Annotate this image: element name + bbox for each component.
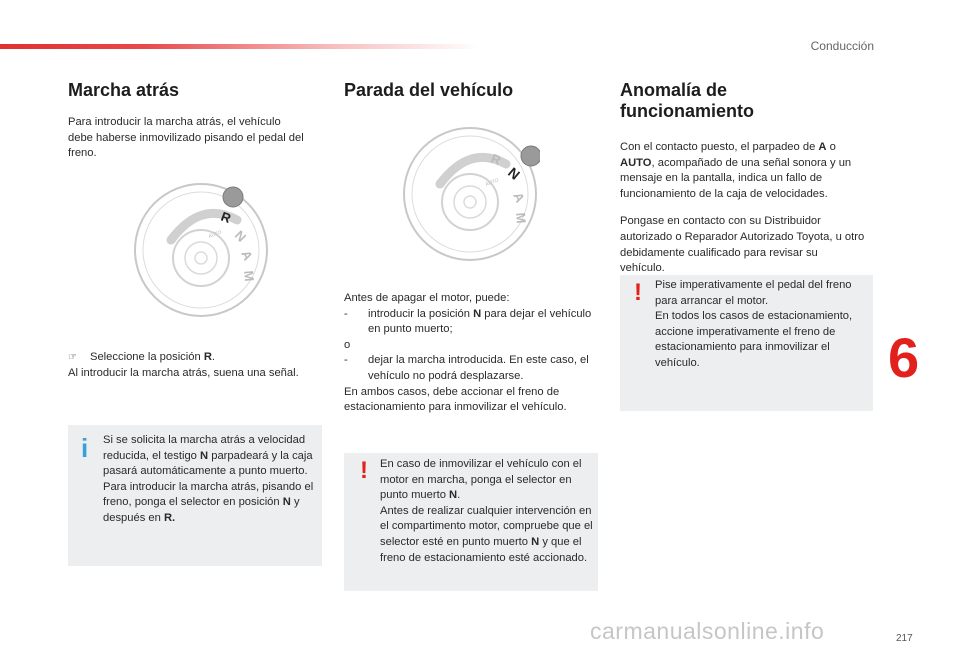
reverse-gear-step: ☞ Seleccione la posición R. Al introducir la marcha atrás, suena una señal. xyxy=(68,350,323,381)
vehicle-stop-text: Antes de apagar el motor, puede: - introducir la posición N para dejar el vehículo en punto muerto; o - dejar la marcha introducida. En este caso, el vehículo no podrá desplazarse. En ambos casos, debe accionar el freno de estacionamiento para inmovilizar el vehículo. xyxy=(344,292,592,414)
section-title: Conducción xyxy=(810,39,874,53)
page-number: 217 xyxy=(896,633,913,644)
info-box-reverse xyxy=(68,425,322,566)
selector-pointer-icon xyxy=(223,187,243,207)
header-accent-bar xyxy=(0,44,480,49)
vehicle-stop-title: Parada del vehículo xyxy=(344,80,514,100)
label-m: M xyxy=(513,211,529,225)
label-r: R xyxy=(488,150,503,169)
malfunction-p2: Pongase en contacto con su Distribuidor autorizado o Reparador Autorizado Toyota, u otro debidamente cualificado para revisar su vehículo. xyxy=(620,215,865,275)
selector-pointer-icon xyxy=(521,146,540,166)
warning-box-malfunction xyxy=(620,275,873,411)
vehicle-stop-section xyxy=(344,80,599,101)
chapter-number: 6 xyxy=(888,326,920,389)
reverse-gear-intro: Para introducir la marcha atrás, el vehículo debe haberse inmovilizado pisando el pedal del freno. xyxy=(68,116,304,160)
label-auto: AUTO xyxy=(484,177,500,188)
warning-icon: ! xyxy=(634,279,642,306)
gear-selector-r-illustration xyxy=(131,180,271,320)
label-m: M xyxy=(241,269,257,283)
info-icon: i xyxy=(81,433,89,463)
watermark: carmanualsonline.info xyxy=(590,618,825,644)
warning-box-text: En caso de inmovilizar el vehículo con el motor en marcha, ponga el selector en punto muerto N. Antes de realizar cualquier intervención en el compartimento motor, compruebe que el selector esté en punto muerto N y que el freno de estacionamiento esté accionado. xyxy=(380,458,593,564)
bullet-arrow-icon: ☞ xyxy=(68,352,77,363)
malfunction-p1: Con el contacto puesto, el parpadeo de A o AUTO, acompañado de una señal sonora y un mensaje en la pantalla, indica un fallo de funcionamiento de la caja de velocidades. xyxy=(620,141,852,200)
info-box-text: Si se solicita la marcha atrás a velocidad reducida, el testigo N parpadeará y la caja pasará automáticamente a punto muerto. Para introducir la marcha atrás, pisando el freno, ponga el selector en posición N y después en R. xyxy=(103,434,314,524)
reverse-gear-section xyxy=(68,80,323,162)
label-n: N xyxy=(505,164,524,183)
label-n: N xyxy=(231,227,250,245)
warning-icon: ! xyxy=(360,457,368,484)
reverse-gear-title: Marcha atrás xyxy=(68,80,180,100)
label-r: R xyxy=(218,208,233,227)
malfunction-section xyxy=(620,80,875,277)
label-a: A xyxy=(510,189,528,205)
reverse-gear-note: Al introducir la marcha atrás, suena una señal. xyxy=(68,366,299,379)
label-a: A xyxy=(238,247,256,263)
warning-box-text: Pise imperativamente el pedal del freno para arrancar el motor. En todos los casos de estacionamiento, accione imperativamente el freno de estacionamiento para inmovilizar el vehículo. xyxy=(655,279,853,369)
label-auto: AUTO xyxy=(207,229,223,240)
warning-box-stop xyxy=(344,453,598,591)
malfunction-title: Anomalía de funcionamiento xyxy=(620,80,754,121)
gear-selector-n-illustration xyxy=(400,124,540,264)
